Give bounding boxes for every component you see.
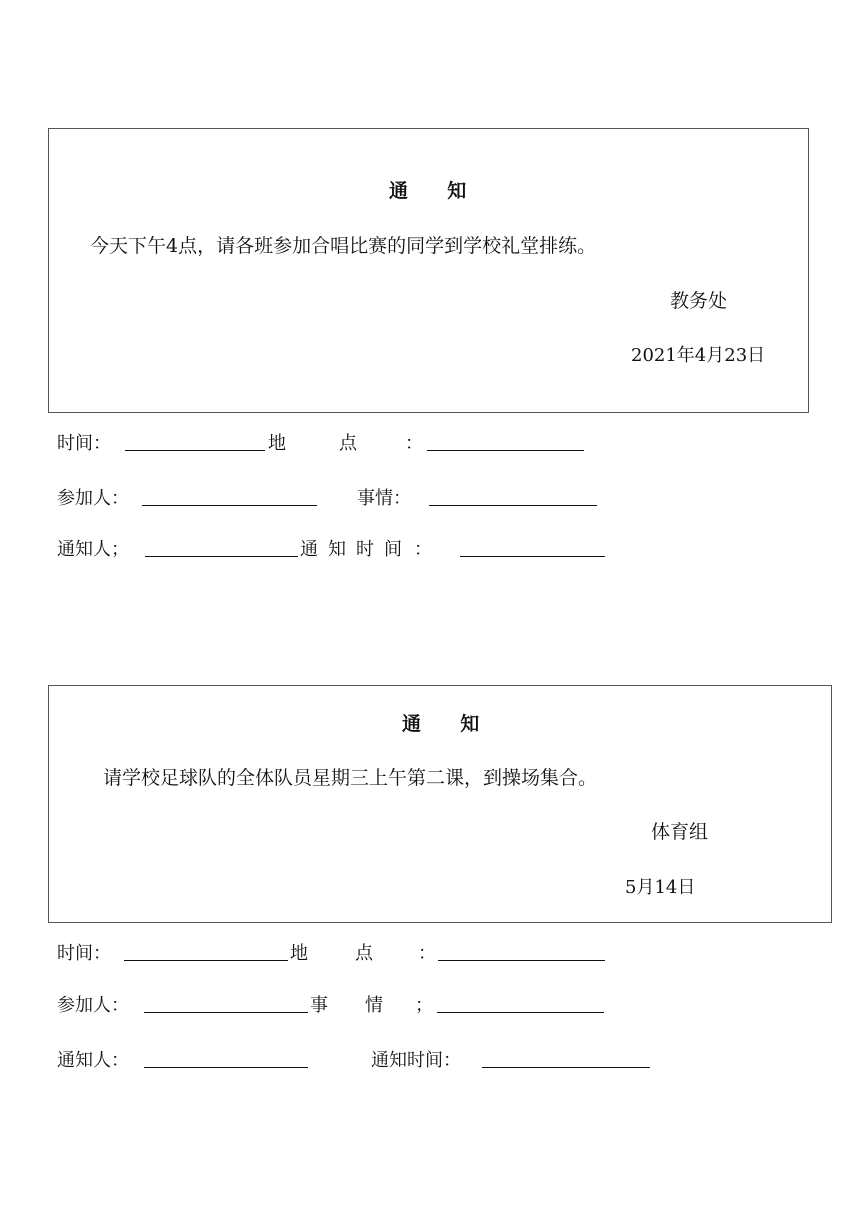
form-2-matter-label-1: 事 [310,995,328,1016]
form-2-place-label-2: 点 [355,943,373,964]
notice-1-title [389,176,466,203]
form-2-matter-label-2: 情 [365,995,383,1016]
form-1-notify-time-colon: ： [414,539,432,560]
form-2-matter-blank[interactable] [437,1012,604,1013]
notice-2-body: 请学校足球队的全体队员星期三上午第二课，到操场集合。 [103,767,598,789]
form-1-participants-blank[interactable] [142,505,317,506]
form-2-time-blank[interactable] [124,960,288,961]
notice-2-signer: 体育组 [651,821,709,843]
notice-1-date: 2021年4月23日 [631,345,766,366]
form-1-notify-time-char-1: 通 [300,539,318,560]
form-1-matter-blank[interactable] [429,505,597,506]
notice-1-title-char-1: 通 [389,180,409,202]
form-1-participants-label: 参加人： [57,488,129,509]
form-2-matter-colon: ； [415,995,433,1016]
form-2-notify-time-label: 通知时间： [371,1050,461,1071]
notice-2-date: 5月14日 [625,877,696,898]
form-1-notify-time-char-2: 知 [328,539,346,560]
form-2-place-colon: ： [418,943,436,964]
form-2-participants-label: 参加人： [57,995,129,1016]
form-2-place-label-1: 地 [290,943,308,964]
notice-2-title [402,709,479,736]
form-1-notifier-blank[interactable] [145,556,298,557]
form-2-notify-time-blank[interactable] [482,1067,650,1068]
form-1-notifier-label: 通知人； [57,539,129,560]
notice-box-1 [48,128,809,413]
form-1-notify-time-char-4: 间 [384,539,402,560]
form-1-place-label-1: 地 [268,433,286,454]
form-1-place-label-2: 点 [339,433,357,454]
form-1-notify-time-label [300,535,432,561]
form-1-notify-time-blank[interactable] [460,556,605,557]
notice-1-title-char-2: 知 [447,180,467,202]
form-1-time-label: 时间： [57,433,111,454]
form-2-notifier-label: 通知人： [57,1050,129,1071]
notice-1-signer: 教务处 [670,290,728,312]
notice-1-body: 今天下午4点，请各班参加合唱比赛的同学到学校礼堂排练。 [90,235,597,257]
form-1-matter-label: 事情： [357,488,411,509]
form-1-notify-time-char-3: 时 [356,539,374,560]
form-1-time-blank[interactable] [125,450,265,451]
form-2-time-label: 时间： [57,943,111,964]
notice-2-title-char-1: 通 [402,713,422,735]
notice-2-title-char-2: 知 [460,713,480,735]
form-2-place-blank[interactable] [438,960,605,961]
form-2-participants-blank[interactable] [144,1012,308,1013]
form-1-place-colon: ： [405,433,423,454]
form-2-notifier-blank[interactable] [144,1067,308,1068]
form-1-place-blank[interactable] [427,450,584,451]
